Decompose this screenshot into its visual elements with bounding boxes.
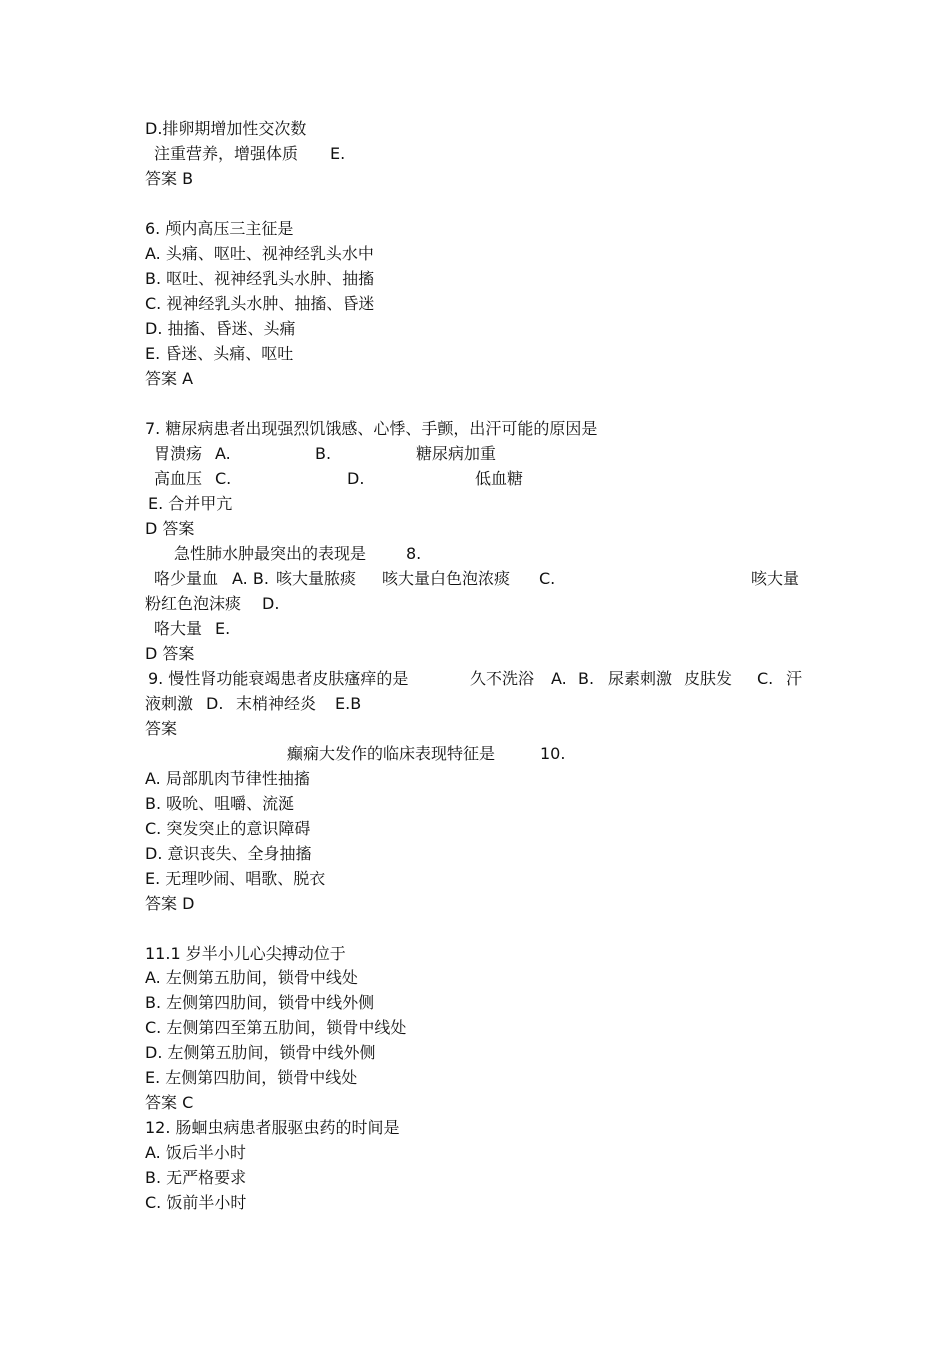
- text-line: D.排卵期增加性交次数: [145, 119, 307, 138]
- text-line: A. 局部肌肉节律性抽搐: [145, 769, 310, 788]
- text-line: 答案 D: [145, 894, 195, 913]
- text-line: 咳大量白色泡浓痰: [382, 569, 511, 588]
- text-line: E. 合并甲亢: [148, 494, 233, 513]
- text-line: 咳大量脓痰: [276, 569, 357, 588]
- text-line: 注重营养，增强体质: [154, 144, 299, 163]
- text-line: C.: [539, 569, 556, 588]
- text-line: D 答案: [145, 644, 195, 663]
- text-line: 液刺激: [145, 694, 194, 713]
- text-line: C. 左侧第四至第五肋间，锁骨中线处: [145, 1018, 407, 1037]
- text-line: E. 昏迷、头痛、呕吐: [145, 344, 294, 363]
- text-line: 胃溃疡: [154, 444, 203, 463]
- text-line: E. 无理吵闹、唱歌、脱衣: [145, 869, 326, 888]
- text-line: 12. 肠蛔虫病患者服驱虫药的时间是: [145, 1118, 400, 1137]
- text-line: B. 呕吐、视神经乳头水肿、抽搐: [145, 269, 375, 288]
- text-line: B.: [315, 444, 332, 463]
- text-line: 咯大量: [154, 619, 203, 638]
- text-line: C.: [757, 669, 774, 688]
- text-line: E.: [330, 144, 346, 163]
- text-line: A. 头痛、呕吐、视神经乳头水中: [145, 244, 374, 263]
- text-line: D. 意识丧失、全身抽搐: [145, 844, 312, 863]
- text-line: 糖尿病加重: [416, 444, 497, 463]
- text-line: 答案: [145, 719, 178, 738]
- text-line: D 答案: [145, 519, 195, 538]
- text-line: 10.: [540, 744, 566, 763]
- text-line: 汗: [786, 669, 803, 688]
- text-line: C. 视神经乳头水肿、抽搐、昏迷: [145, 294, 375, 313]
- text-line: E.: [215, 619, 231, 638]
- text-line: A. B.: [232, 569, 269, 588]
- text-line: D. 抽搐、昏迷、头痛: [145, 319, 296, 338]
- text-line: 咯少量血: [154, 569, 219, 588]
- text-line: B. 左侧第四肋间，锁骨中线外侧: [145, 993, 375, 1012]
- text-line: 答案 A: [145, 369, 194, 388]
- text-line: A. 左侧第五肋间，锁骨中线处: [145, 968, 358, 987]
- text-line: 尿素刺激: [608, 669, 673, 688]
- text-line: 咳大量: [751, 569, 800, 588]
- text-line: B. 吸吮、咀嚼、流涎: [145, 794, 295, 813]
- text-line: D. 左侧第五肋间，锁骨中线外侧: [145, 1043, 376, 1062]
- text-line: C. 突发突止的意识障碍: [145, 819, 311, 838]
- text-line: C. 饭前半小时: [145, 1193, 247, 1212]
- text-line: 7. 糖尿病患者出现强烈饥饿感、心悸、手颤，出汗可能的原因是: [145, 419, 598, 438]
- text-line: 8.: [406, 544, 422, 563]
- text-line: 久不洗浴: [470, 669, 535, 688]
- text-line: B.: [578, 669, 595, 688]
- text-line: A. 饭后半小时: [145, 1143, 246, 1162]
- text-line: 高血压: [154, 469, 203, 488]
- text-line: 粉红色泡沫痰: [145, 594, 242, 613]
- text-line: 答案 B: [145, 169, 194, 188]
- text-line: 6. 颅内高压三主征是: [145, 219, 294, 238]
- text-line: B. 无严格要求: [145, 1168, 247, 1187]
- text-line: 低血糖: [475, 469, 524, 488]
- text-line: D.: [206, 694, 224, 713]
- text-line: 11.1 岁半小儿心尖搏动位于: [145, 944, 346, 963]
- text-line: 答案 C: [145, 1093, 194, 1112]
- text-line: 癫痫大发作的临床表现特征是: [287, 744, 496, 763]
- text-line: 9. 慢性肾功能衰竭患者皮肤瘙痒的是: [148, 669, 409, 688]
- text-line: 急性肺水肿最突出的表现是: [174, 544, 367, 563]
- text-line: A.: [551, 669, 567, 688]
- text-line: 末梢神经炎: [236, 694, 317, 713]
- text-line: C.: [215, 469, 232, 488]
- text-line: D.: [262, 594, 280, 613]
- text-line: 皮肤发: [684, 669, 733, 688]
- text-line: A.: [215, 444, 231, 463]
- text-line: E. 左侧第四肋间，锁骨中线处: [145, 1068, 358, 1087]
- text-line: E.B: [335, 694, 362, 713]
- text-line: D.: [347, 469, 365, 488]
